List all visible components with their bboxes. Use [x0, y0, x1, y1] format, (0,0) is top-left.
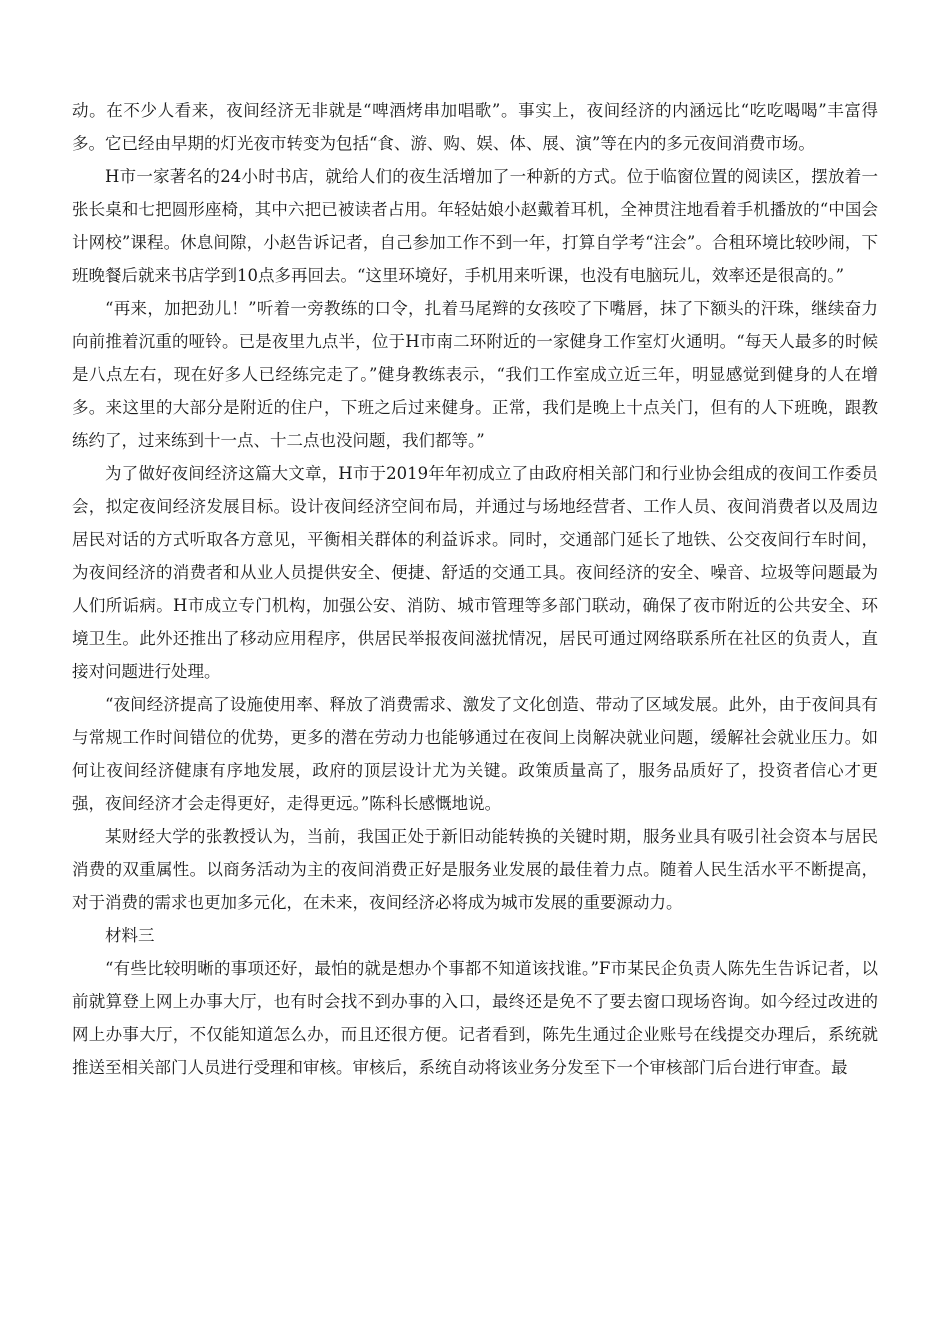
paragraph-continued: 动。在不少人看来，夜间经济无非就是“啤酒烤串加唱歌”。事实上，夜间经济的内涵远比“吃吃喝喝”丰富得多。它已经由早期的灯光夜市转变为包括“食、游、购、娱、体、展、演”等在内的多元夜间消费市场。	[72, 101, 878, 153]
paragraph-government: 为了做好夜间经济这篇大文章，H市于2019年年初成立了由政府相关部门和行业协会组成的夜间工作委员会，拟定夜间经济发展目标。设计夜间经济空间布局，并通过与场地经营者、工作人员、夜间消费者以及周边居民对话的方式听取各方意见，平衡相关群体的利益诉求。同时，交通部门延长了地铁、公交夜间行车时间，为夜间经济的消费者和从业人员提供安全、便捷、舒适的交通工具。夜间经济的安全、噪音、垃圾等问题最为人们所诟病。H市成立专门机构，加强公安、消防、城市管理等多部门联动，确保了夜市附近的公共安全、环境卫生。此外还推出了移动应用程序，供居民举报夜间滋扰情况，居民可通过网络联系所在社区的负责人，直接对问题进行处理。	[72, 464, 878, 681]
paragraph-gym: “再来，加把劲儿！”听着一旁教练的口令，扎着马尾辫的女孩咬了下嘴唇，抹了下额头的汗珠，继续奋力向前推着沉重的哑铃。已是夜里九点半，位于H市南二环附近的一家健身工作室灯火通明。“每天人最多的时候是八点左右，现在好多人已经练完走了。”健身教练表示，“我们工作室成立近三年，明显感觉到健身的人在增多。来这里的大部分是附近的住户，下班之后过来健身。正常，我们是晚上十点关门，但有的人下班晚，跟教练约了，过来练到十一点、十二点也没问题，我们都等。”	[72, 299, 878, 450]
paragraph-professor: 某财经大学的张教授认为，当前，我国正处于新旧动能转换的关键时期，服务业具有吸引社会资本与居民消费的双重属性。以商务活动为主的夜间消费正好是服务业发展的最佳着力点。随着人民生活水平不断提高，对于消费的需求也更加多元化，在未来，夜间经济必将成为城市发展的重要源动力。	[72, 827, 878, 912]
paragraph-bookstore: H市一家著名的24小时书店，就给人们的夜生活增加了一种新的方式。位于临窗位置的阅读区，摆放着一张长桌和七把圆形座椅，其中六把已被读者占用。年轻姑娘小赵戴着耳机，全神贯注地看着手机播放的“中国会计网校”课程。休息间隙，小赵告诉记者，自己参加工作不到一年，打算自学考“注会”。合租环境比较吵闹，下班晚餐后就来书店学到10点多再回去。“这里环境好，手机用来听课，也没有电脑玩儿，效率还是很高的。”	[72, 167, 878, 285]
section-heading-material-three: 材料三	[105, 926, 155, 945]
paragraph-online-services: “有些比较明晰的事项还好，最怕的就是想办个事都不知道该找谁。”F市某民企负责人陈先生告诉记者，以前就算登上网上办事大厅，也有时会找不到办事的入口，最终还是免不了要去窗口现场咨询。如今经过改进的网上办事大厅，不仅能知道怎么办，而且还很方便。记者看到，陈先生通过企业账号在线提交办理后，系统就推送至相关部门人员进行受理和审核。审核后，系统自动将该业务分发至下一个审核部门后台进行审查。最	[72, 959, 878, 1077]
document-body	[72, 94, 878, 1084]
paragraph-quote-chen: “夜间经济提高了设施使用率、释放了消费需求、激发了文化创造、带动了区域发展。此外，由于夜间具有与常规工作时间错位的优势，更多的潜在劳动力也能够通过在夜间上岗解决就业问题，缓解社会就业压力。如何让夜间经济健康有序地发展，政府的顶层设计尤为关键。政策质量高了，服务品质好了，投资者信心才更强，夜间经济才会走得更好，走得更远。”陈科长感慨地说。	[72, 695, 878, 813]
